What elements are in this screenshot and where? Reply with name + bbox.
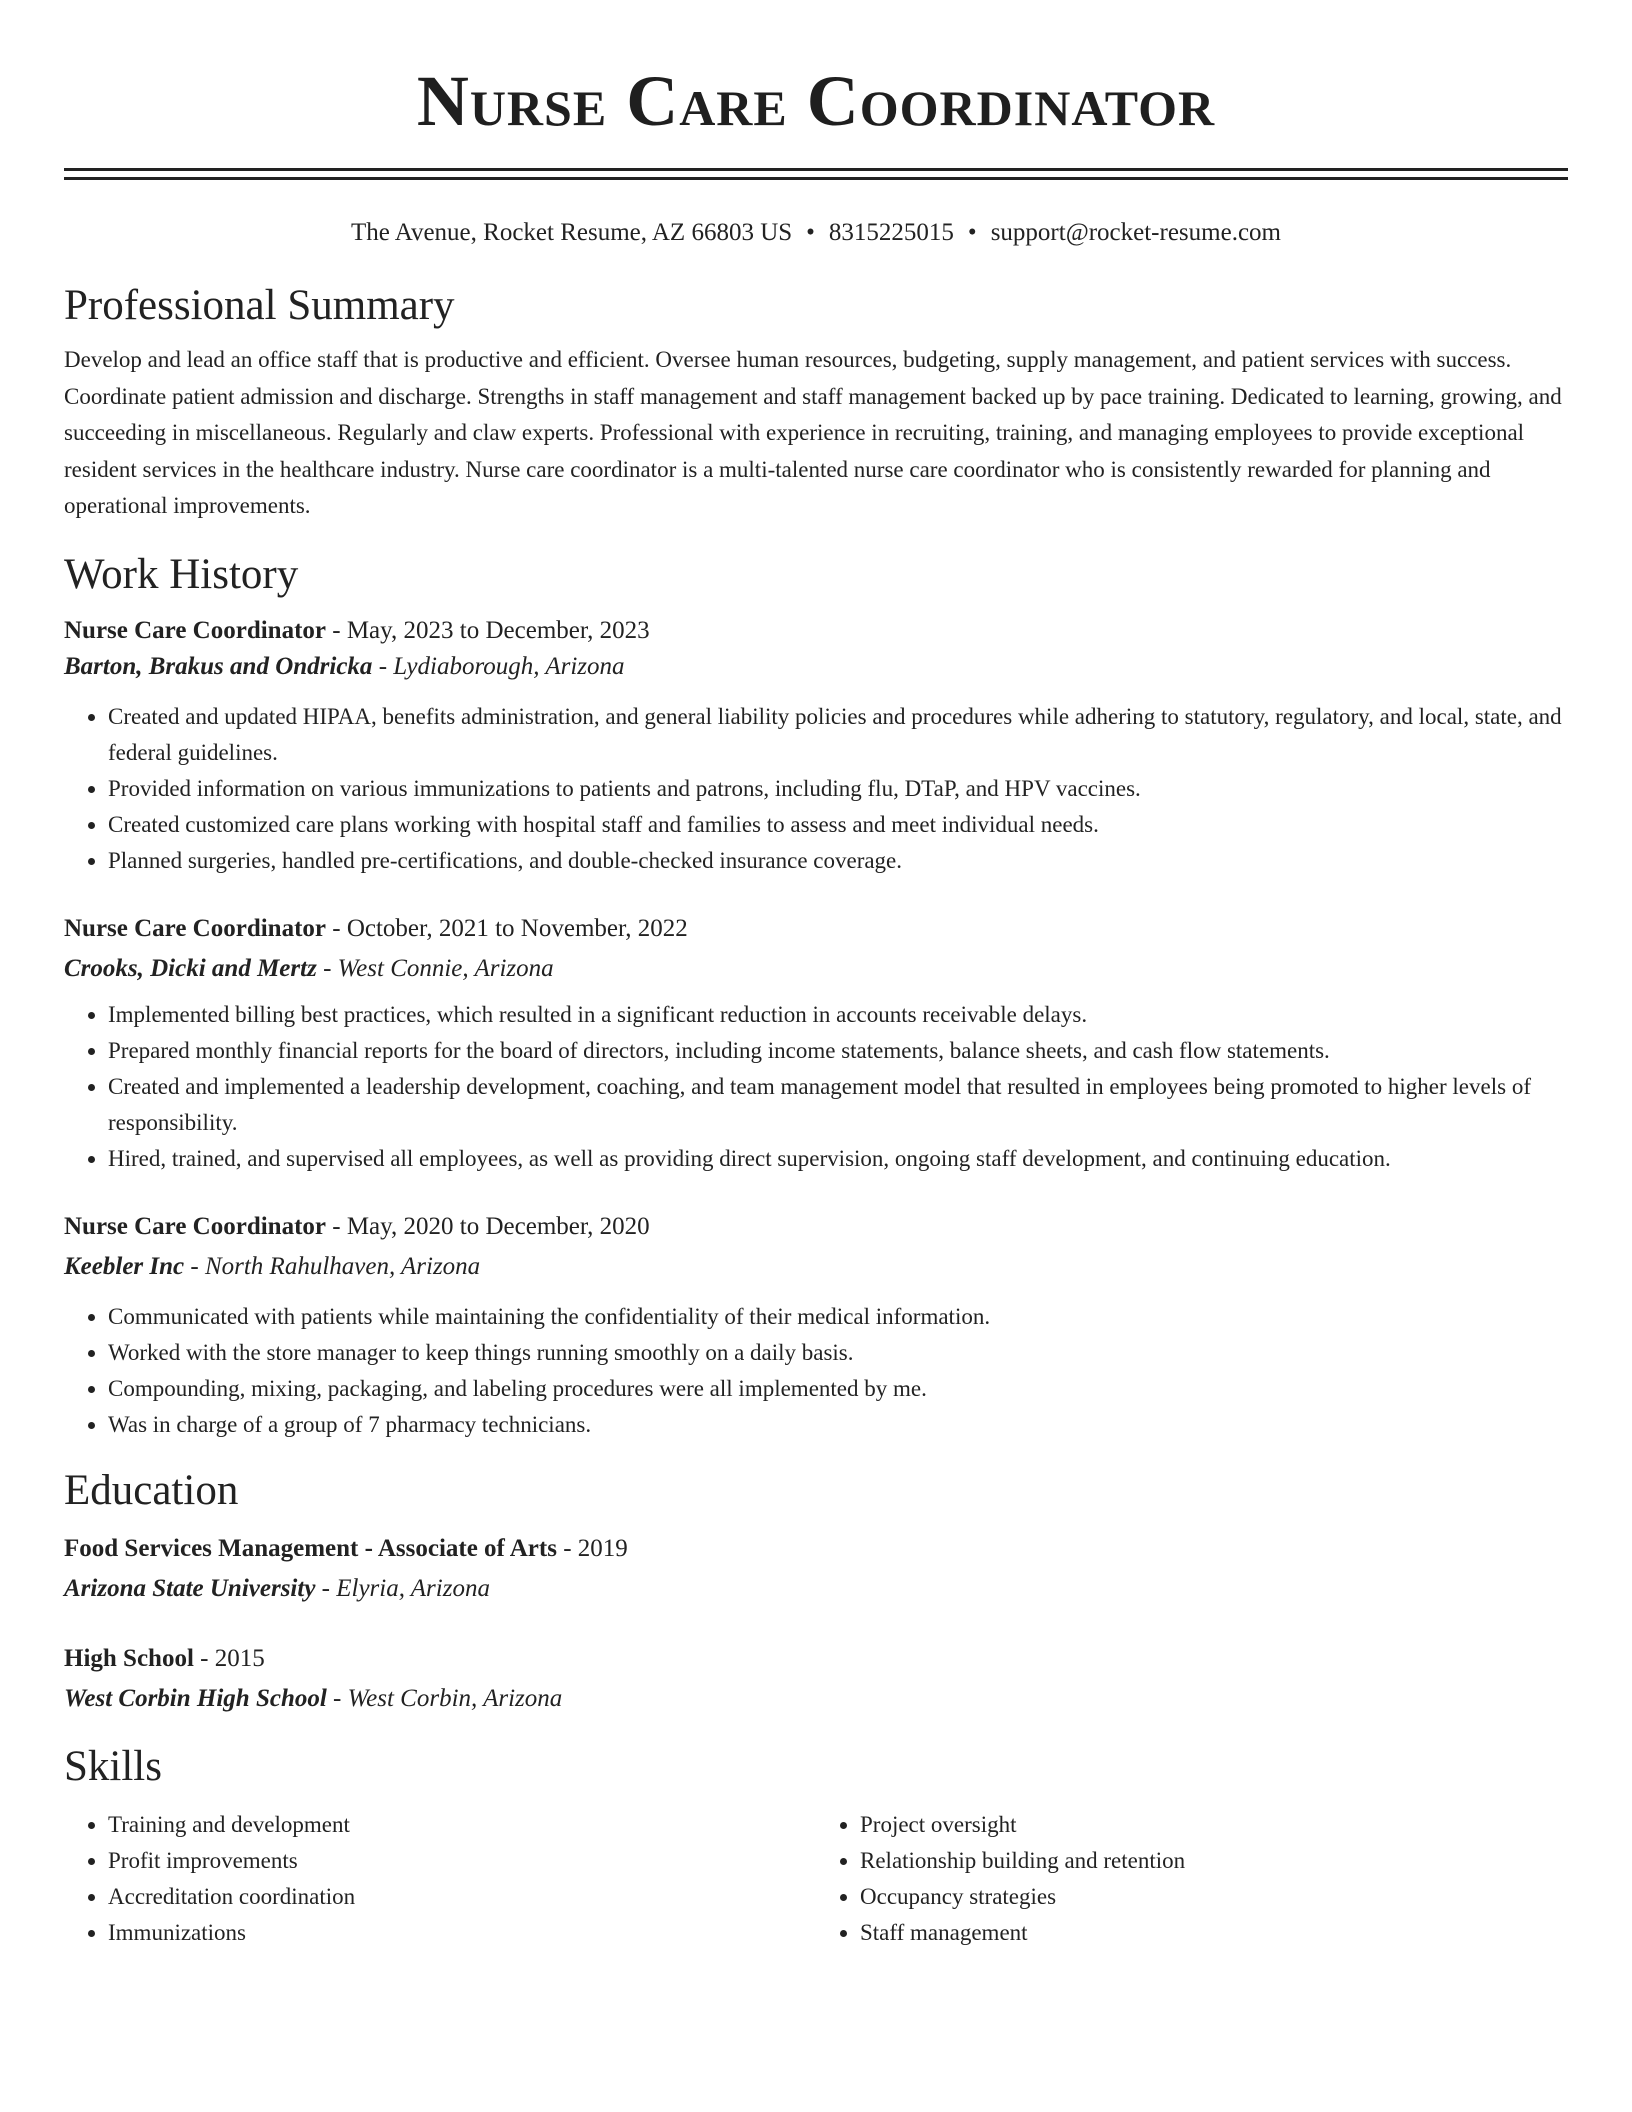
work-heading: Work History — [64, 550, 299, 598]
education-heading: Education — [64, 1466, 239, 1514]
summary-text: Develop and lead an office staff that is productive and efficient. Oversee human resources, budgeting, supply management, and patient services with success. Coordinate patient admission and discharge. Strengths in staff management and staff management backed up by pace training. Dedicated to learning, growing, and succeeding in miscellaneous. Regularly and claw experts. Professional with experience in recruiting, training, and managing employees to provide exceptional resident services in the healthcare industry. Nurse care coordinator is a multi-talented nurse care coordinator who is consistently rewarded for planning and operational improvements. — [64, 347, 1562, 519]
education-school: Arizona State University — [64, 1574, 316, 1602]
skills-list — [64, 1807, 1568, 1951]
education-degree-line — [64, 1531, 1568, 1567]
job-dates: - October, 2021 to November, 2022 — [326, 914, 688, 942]
contact-phone: 8315225015 — [828, 219, 954, 246]
job-title-line — [64, 1209, 1568, 1245]
education-location: - West Corbin, Arizona — [326, 1684, 563, 1712]
job-bullets — [64, 699, 1568, 879]
education-entry — [64, 1531, 1568, 1607]
list-item: • Compounding, mixing, packaging, and labeling procedures were all implemented by me. — [108, 1371, 1568, 1407]
job-title: Nurse Care Coordinator — [64, 914, 326, 942]
job-title-line — [64, 613, 1568, 649]
skills-heading: Skills — [64, 1742, 162, 1790]
list-item: • Hired, trained, and supervised all employees, as well as providing direct supervision, ongoing staff development, and continuing education. — [108, 1141, 1568, 1177]
contact-line — [64, 218, 1568, 248]
header-rule-bottom — [64, 177, 1568, 180]
skill-item: • Immunizations — [108, 1915, 816, 1951]
job-entry — [64, 613, 1568, 879]
list-item: • Was in charge of a group of 7 pharmacy technicians. — [108, 1407, 1568, 1443]
education-school-line — [64, 1571, 1568, 1607]
job-company: Barton, Brakus and Ondricka — [64, 652, 373, 680]
contact-separator: • — [806, 219, 815, 246]
job-location: - Lydiaborough, Arizona — [372, 652, 625, 680]
job-entry — [64, 911, 1568, 1177]
education-entry — [64, 1641, 1568, 1717]
skill-item: • Profit improvements — [108, 1843, 816, 1879]
contact-email: support@rocket-resume.com — [990, 219, 1281, 246]
list-item: • Created and implemented a leadership development, coaching, and team management model that resulted in employees being promoted to higher levels of responsibility. — [108, 1069, 1568, 1141]
job-employer-line — [64, 1249, 1568, 1285]
list-item: • Communicated with patients while maintaining the confidentiality of their medical information. — [108, 1299, 1568, 1335]
skill-item: • Project oversight — [860, 1807, 1568, 1843]
job-employer-line — [64, 951, 1568, 987]
list-item: • Provided information on various immunizations to patients and patrons, including flu, DTaP, and HPV vaccines. — [108, 771, 1568, 807]
list-item: • Created and updated HIPAA, benefits administration, and general liability policies and procedures while adhering to statutory, regulatory, and local, state, and federal guidelines. — [108, 699, 1568, 771]
job-entry — [64, 1209, 1568, 1443]
list-item: • Planned surgeries, handled pre-certifications, and double-checked insurance coverage. — [108, 843, 1568, 879]
job-bullets — [64, 1299, 1568, 1443]
skill-item: • Occupancy strategies — [860, 1879, 1568, 1915]
job-dates: - May, 2020 to December, 2020 — [326, 1212, 650, 1240]
job-bullets — [64, 997, 1568, 1177]
education-degree: Food Services Management - Associate of Arts — [64, 1534, 557, 1562]
job-employer-line — [64, 649, 1568, 685]
skill-item: • Training and development — [108, 1807, 816, 1843]
education-year: - 2015 — [193, 1644, 265, 1672]
job-title: Nurse Care Coordinator — [64, 616, 326, 644]
list-item: • Prepared monthly financial reports for the board of directors, including income statements, balance sheets, and cash flow statements. — [108, 1033, 1568, 1069]
list-item: • Worked with the store manager to keep things running smoothly on a daily basis. — [108, 1335, 1568, 1371]
list-item: • Created customized care plans working with hospital staff and families to assess and meet individual needs. — [108, 807, 1568, 843]
education-school-line — [64, 1681, 1568, 1717]
job-company: Keebler Inc — [64, 1252, 185, 1280]
education-school: West Corbin High School — [64, 1684, 327, 1712]
skill-item: • Relationship building and retention — [860, 1843, 1568, 1879]
education-degree: High School — [64, 1644, 194, 1672]
contact-separator: • — [967, 219, 977, 246]
summary-heading: Professional Summary — [64, 282, 455, 329]
job-dates: - May, 2023 to December, 2023 — [326, 616, 650, 644]
header-rule-top — [64, 168, 1568, 171]
job-company: Crooks, Dicki and Mertz — [64, 954, 317, 982]
skill-item: • Staff management — [860, 1915, 1568, 1951]
contact-address: The Avenue, Rocket Resume, AZ 66803 US — [351, 219, 793, 246]
candidate-name: Nurse Care Coordinator — [416, 61, 1216, 141]
job-title-line — [64, 911, 1568, 947]
skill-item: • Accreditation coordination — [108, 1879, 816, 1915]
job-title: Nurse Care Coordinator — [64, 1212, 326, 1240]
skills-column-right — [816, 1807, 1568, 1951]
education-degree-line — [64, 1641, 1568, 1677]
job-location: - North Rahulhaven, Arizona — [184, 1252, 481, 1280]
job-location: - West Connie, Arizona — [316, 954, 554, 982]
education-year: - 2019 — [556, 1534, 628, 1562]
list-item: • Implemented billing best practices, which resulted in a significant reduction in accounts receivable delays. — [108, 997, 1568, 1033]
skills-column-left — [64, 1807, 816, 1951]
education-location: - Elyria, Arizona — [315, 1574, 490, 1602]
